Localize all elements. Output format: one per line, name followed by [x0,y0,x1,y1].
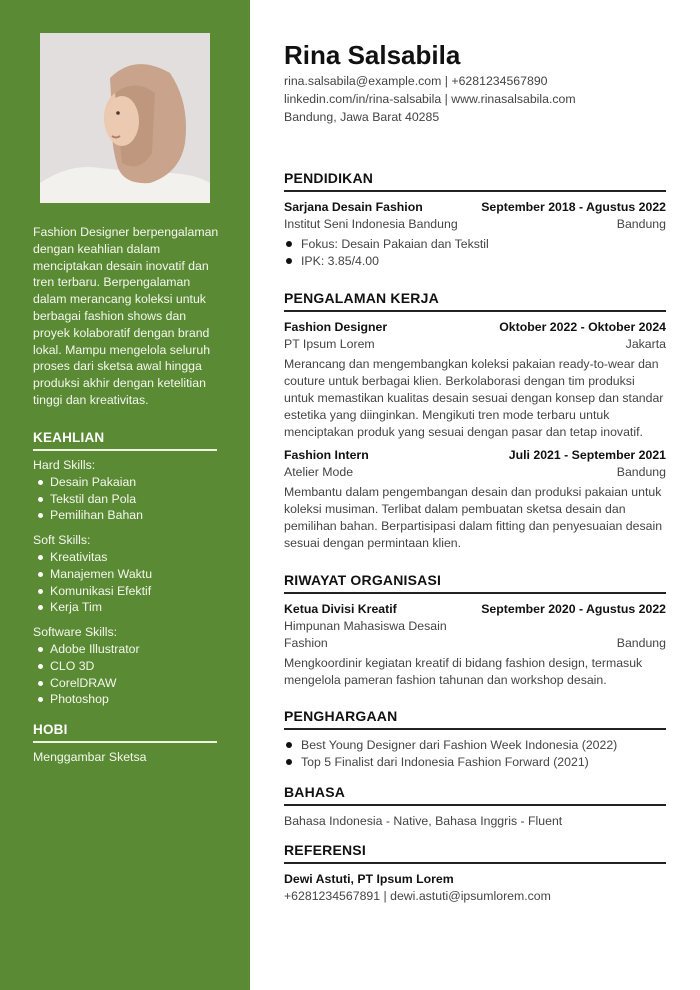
degree: Sarjana Desain Fashion [284,200,423,214]
job-dates: Juli 2021 - September 2021 [508,448,666,462]
software-skills-list [33,641,217,708]
soft-skills-label: Soft Skills: [33,533,91,548]
award-item: Best Young Designer dari Fashion Week Indonesia (2022) [284,737,666,754]
job-location: Bandung [616,465,666,479]
hobby-heading: HOBI [33,722,217,743]
contact-address: Bandung, Jawa Barat 40285 [284,110,440,124]
education-bullet: IPK: 3.85/4.00 [284,253,666,270]
skill-item: Kreativitas [33,549,217,566]
languages-heading: BAHASA [284,784,666,806]
education-bullets [284,236,666,270]
education-heading: PENDIDIKAN [284,170,666,192]
software-skills-label: Software Skills: [33,625,118,640]
job-role: Fashion Designer [284,320,388,334]
skills-heading: KEAHLIAN [33,430,217,451]
skill-item: Manajemen Waktu [33,566,217,583]
references-section [284,842,666,905]
skill-item: Pemilihan Bahan [33,507,217,524]
education-dates: September 2018 - Agustus 2022 [481,200,666,214]
sidebar [0,0,250,990]
skill-item: CorelDRAW [33,675,217,692]
person-photo-icon [40,33,210,203]
profile-summary: Fashion Designer berpengalaman dengan keahlian dalam menciptakan desain inovatif dan tren terbaru. Berpengalaman dalam merancang koleksi untuk berbagai fashion shows dan proyek kolaboratif dengan brand lokal. Mampu mengelola seluruh proses dari sketsa awal hingga produksi akhir dengan ketelitian tinggi dan kreativitas. [33,225,219,407]
school-name: Institut Seni Indonesia Bandung [284,217,458,231]
job-entry [284,319,666,441]
languages-section [284,784,666,830]
education-location: Bandung [616,217,666,231]
hobby-text: Menggambar Sketsa [33,750,147,764]
contact-email-phone: rina.salsabila@example.com | +6281234567890 [284,74,548,88]
references-heading: REFERENSI [284,842,666,864]
job-company: Atelier Mode [284,465,354,479]
reference-name: Dewi Astuti, PT Ipsum Lorem [284,872,454,886]
skill-item: CLO 3D [33,658,217,675]
job-location: Jakarta [625,337,666,351]
job-description: Membantu dalam pengembangan desain dan produksi pakaian untuk koleksi musiman. Terlibat dalam pembuatan sketsa desain dan pemilihan bahan. Berpartisipasi dalam fitting dan penyesuaian desain sesuai dengan permintaan klien. [284,485,663,550]
org-dates: September 2020 - Agustus 2022 [481,602,666,616]
education-bullet: Fokus: Desain Pakaian dan Tekstil [284,236,666,253]
experience-section [284,290,666,558]
award-item: Top 5 Finalist dari Indonesia Fashion Forward (2021) [284,754,666,771]
hard-skills-list [33,474,217,524]
candidate-name: Rina Salsabila [284,40,461,70]
contact-links: linkedin.com/in/rina-salsabila | www.rinasalsabila.com [284,92,576,106]
org-role: Ketua Divisi Kreatif [284,602,397,616]
profile-photo [40,33,210,203]
experience-heading: PENGALAMAN KERJA [284,290,666,312]
org-location: Bandung [616,636,666,650]
org-name-line2: Fashion [284,636,328,650]
header [284,40,666,126]
organization-section [284,572,666,689]
reference-contact: +6281234567891 | dewi.astuti@ipsumlorem.com [284,889,551,903]
skills-section [33,430,217,716]
organization-heading: RIWAYAT ORGANISASI [284,572,666,594]
skill-item: Tekstil dan Pola [33,491,217,508]
hard-skills-label: Hard Skills: [33,458,96,472]
skill-item: Photoshop [33,691,217,708]
hobby-section [33,722,217,766]
org-name-line1: Himpunan Mahasiswa Desain [284,619,447,633]
skill-item: Komunikasi Efektif [33,583,217,600]
skill-item: Adobe Illustrator [33,641,217,658]
job-entry [284,447,666,552]
awards-heading: PENGHARGAAN [284,708,666,730]
education-section [284,170,666,270]
languages-text: Bahasa Indonesia - Native, Bahasa Inggris - Fluent [284,814,563,828]
job-company: PT Ipsum Lorem [284,337,375,351]
org-description: Mengkoordinir kegiatan kreatif di bidang fashion design, termasuk mengelola pameran fashion tahunan dan workshop desain. [284,656,643,687]
job-role: Fashion Intern [284,448,369,462]
skill-item: Desain Pakaian [33,474,217,491]
awards-list [284,737,666,771]
job-dates: Oktober 2022 - Oktober 2024 [499,320,666,334]
awards-section [284,708,666,771]
skill-item: Kerja Tim [33,599,217,616]
soft-skills-list [33,549,217,616]
job-description: Merancang dan mengembangkan koleksi pakaian ready-to-wear dan couture untuk berbagai klien. Berkolaborasi dengan tim produksi untuk memastikan kualitas desain sesuai dengan konsep dan standar estetika yang diinginkan. Mengikuti tren mode terbaru untuk menciptakan produk yang sesuai dengan pasar dan tetap inovatif. [284,357,664,439]
